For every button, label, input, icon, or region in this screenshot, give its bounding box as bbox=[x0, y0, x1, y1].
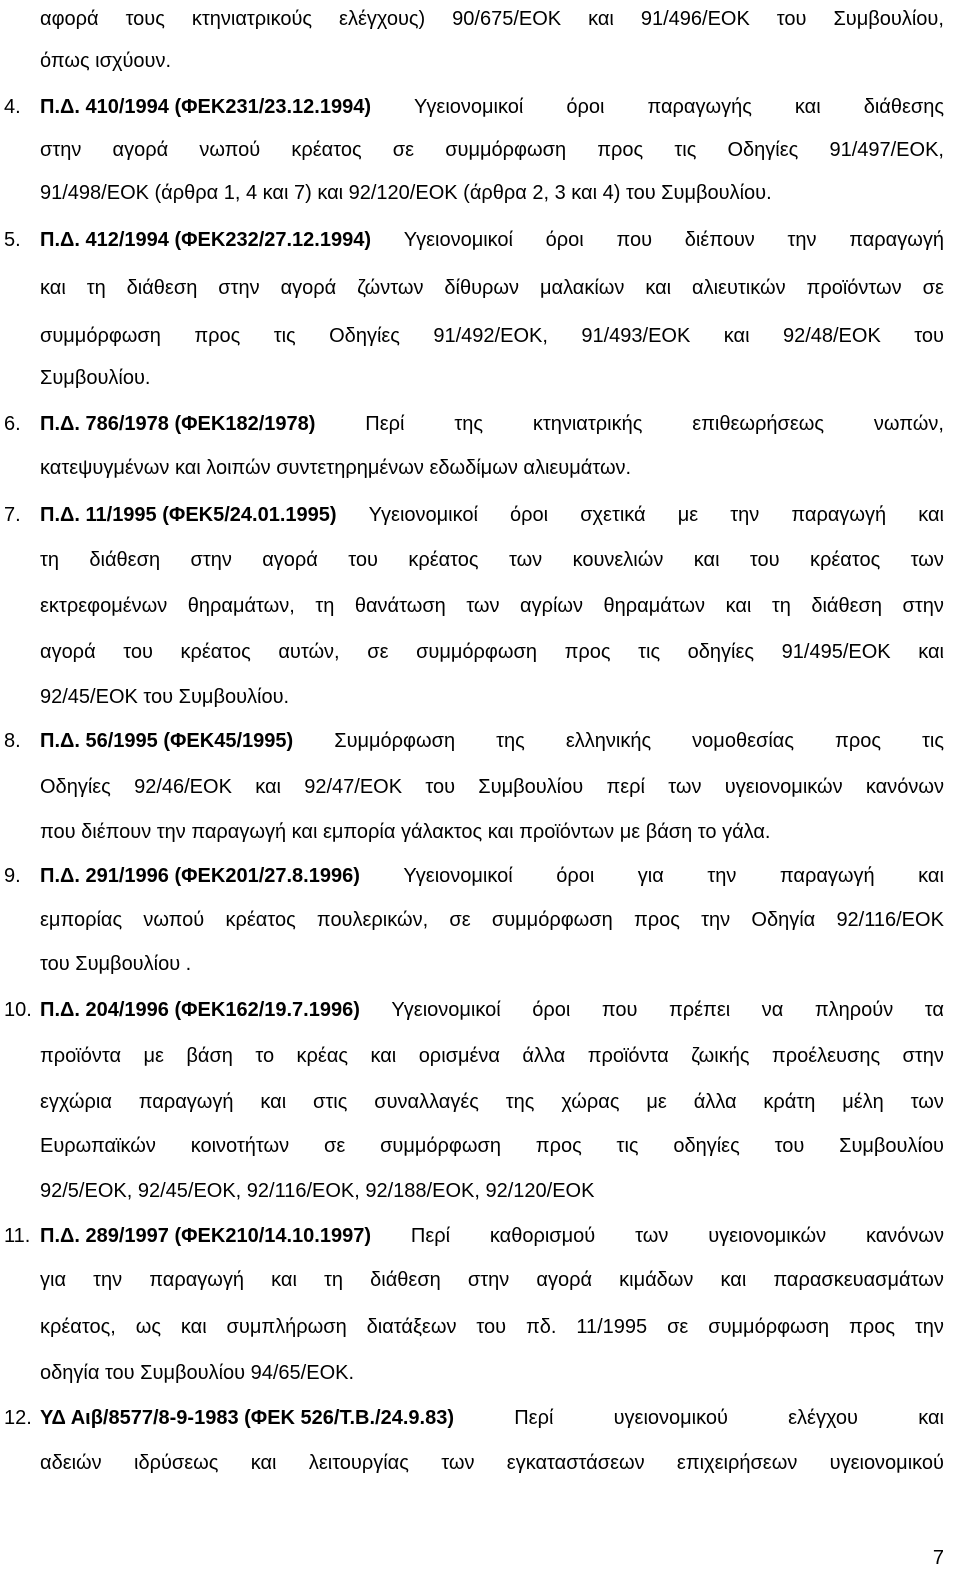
item-line: κατεψυγμένων και λοιπών συντετηρημένων εδωδίμων αλιευμάτων. bbox=[40, 457, 632, 479]
word: τη bbox=[40, 549, 60, 571]
continuation-line bbox=[40, 7, 944, 31]
word: θανάτωση bbox=[354, 595, 446, 617]
word: συναλλαγές bbox=[374, 1091, 479, 1113]
word: διάθεση bbox=[89, 549, 161, 571]
word: μέλη bbox=[842, 1091, 884, 1113]
word: πουλερικών, bbox=[316, 909, 429, 931]
word: στην bbox=[190, 549, 232, 571]
word: παραγωγή bbox=[138, 1091, 234, 1113]
word: να bbox=[761, 999, 784, 1021]
word: αγορά bbox=[280, 277, 337, 299]
word: αυτών, bbox=[278, 641, 340, 663]
word: Συμβουλίου, bbox=[833, 8, 944, 30]
word: ιδρύσεως bbox=[134, 1452, 219, 1474]
word: και bbox=[260, 1091, 287, 1113]
word: Υγειονομικοί bbox=[403, 865, 513, 887]
word: εγκαταστάσεων bbox=[506, 1452, 645, 1474]
word: διέπουν bbox=[684, 229, 755, 251]
word: 11/1995 bbox=[576, 1316, 648, 1338]
word: συμμόρφωση bbox=[380, 1135, 501, 1157]
word: και bbox=[180, 1316, 207, 1338]
item-line bbox=[40, 1044, 944, 1068]
item-number: 7. bbox=[4, 504, 21, 526]
word: Υγειονομικοί bbox=[368, 504, 478, 526]
word: νωπών, bbox=[873, 413, 944, 435]
word: των bbox=[668, 776, 702, 798]
item-first-line bbox=[40, 998, 944, 1022]
word: χώρας bbox=[561, 1091, 620, 1113]
item-first-line bbox=[40, 503, 944, 527]
item-first-line bbox=[40, 228, 944, 252]
item-number: 8. bbox=[4, 730, 21, 752]
word: και bbox=[918, 865, 944, 887]
word: ορισμένα bbox=[418, 1045, 500, 1067]
word: κοινοτήτων bbox=[190, 1135, 290, 1157]
word: άλλα bbox=[693, 1091, 737, 1113]
word: κρέατος bbox=[180, 641, 251, 663]
word: αλιευτικών bbox=[692, 277, 786, 299]
word: Υγειονομικοί bbox=[403, 229, 513, 251]
word: των bbox=[635, 1225, 669, 1247]
word: 91/495/ΕΟΚ bbox=[781, 641, 891, 663]
word: Υγειονομικοί bbox=[391, 999, 501, 1021]
item-line bbox=[40, 138, 944, 162]
word: αγορά bbox=[40, 641, 96, 663]
word: υγειονομικών bbox=[708, 1225, 827, 1247]
word: 92/46/ΕΟΚ bbox=[134, 776, 232, 798]
word: Συμμόρφωση bbox=[334, 730, 456, 752]
word: ελέγχους) bbox=[339, 8, 426, 30]
word: κρέατος, bbox=[40, 1316, 116, 1338]
item-line: 92/5/ΕΟΚ, 92/45/ΕΟΚ, 92/116/ΕΟΚ, 92/188/ΕΟΚ, 92/120/ΕΟΚ bbox=[40, 1180, 595, 1202]
word: του bbox=[425, 776, 456, 798]
word: σε bbox=[392, 139, 415, 161]
word: την bbox=[93, 1269, 123, 1291]
word: σε bbox=[367, 641, 389, 663]
word: συμμόρφωση bbox=[708, 1316, 830, 1338]
item-number: 5. bbox=[4, 229, 21, 251]
reference-code: Π.Δ. 11/1995 (ΦΕΚ5/24.01.1995) bbox=[40, 504, 337, 526]
word: των bbox=[508, 549, 543, 571]
word: μαλακίων bbox=[539, 277, 625, 299]
item-line bbox=[40, 548, 944, 572]
item-line: οδηγία του Συμβουλίου 94/65/ΕΟΚ. bbox=[40, 1362, 355, 1384]
word: βάση bbox=[186, 1045, 233, 1067]
word: και bbox=[588, 8, 614, 30]
word: που bbox=[616, 229, 653, 251]
word: λειτουργίας bbox=[308, 1452, 409, 1474]
item-line bbox=[40, 1090, 944, 1114]
word: τις bbox=[674, 139, 697, 161]
word: κτηνιατρικής bbox=[532, 413, 643, 435]
word: όροι bbox=[566, 96, 605, 118]
word: επιχειρήσεων bbox=[676, 1452, 798, 1474]
word: τη bbox=[315, 595, 335, 617]
word: διάθεση bbox=[370, 1269, 441, 1291]
word: και bbox=[693, 549, 720, 571]
word: κρέατος bbox=[291, 139, 362, 161]
word: της bbox=[454, 413, 483, 435]
word: διάθεση bbox=[811, 595, 883, 617]
word: εμπορίας bbox=[40, 909, 123, 931]
word: διάθεση bbox=[126, 277, 198, 299]
reference-code: Π.Δ. 786/1978 (ΦΕΚ182/1978) bbox=[40, 413, 316, 435]
word: εγχώρια bbox=[40, 1091, 112, 1113]
item-line bbox=[40, 594, 944, 618]
word: των bbox=[441, 1452, 475, 1474]
reference-code: Π.Δ. 412/1994 (ΦΕΚ232/27.12.1994) bbox=[40, 229, 372, 251]
word: Περί bbox=[365, 413, 405, 435]
word: συμμόρφωση bbox=[491, 909, 613, 931]
word: 91/497/ΕΟΚ, bbox=[829, 139, 944, 161]
word: παραγωγή bbox=[791, 504, 887, 526]
word: 90/675/ΕΟΚ bbox=[452, 8, 562, 30]
word: περί bbox=[606, 776, 645, 798]
word: ζωικής bbox=[691, 1045, 750, 1067]
word: κανόνων bbox=[865, 1225, 944, 1247]
reference-code: Π.Δ. 289/1997 (ΦΕΚ210/14.10.1997) bbox=[40, 1225, 372, 1247]
word: συμπλήρωση bbox=[226, 1316, 347, 1338]
item-line: 91/498/ΕΟΚ (άρθρα 1, 4 και 7) και 92/120/ΕΟΚ (άρθρα 2, 3 και 4) του Συμβουλίου. bbox=[40, 182, 772, 204]
word: 91/493/ΕΟΚ bbox=[581, 325, 691, 347]
item-first-line bbox=[40, 1224, 944, 1248]
word: διατάξεων bbox=[366, 1316, 457, 1338]
item-first-line bbox=[40, 729, 944, 753]
item-line bbox=[40, 1451, 944, 1475]
word: ως bbox=[135, 1316, 161, 1338]
word: και bbox=[725, 595, 752, 617]
word: στις bbox=[313, 1091, 348, 1113]
word: ελληνικής bbox=[565, 730, 652, 752]
reference-code: ΥΔ Αιβ/8577/8-9-1983 (ΦΕΚ 526/Τ.Β./24.9.83) bbox=[40, 1407, 455, 1429]
word: στην bbox=[902, 595, 944, 617]
word: Ευρωπαϊκών bbox=[40, 1135, 156, 1157]
word: το bbox=[255, 1045, 275, 1067]
word: Οδηγία bbox=[751, 909, 816, 931]
word: τα bbox=[924, 999, 944, 1021]
word: κουνελιών bbox=[572, 549, 664, 571]
word: συμμόρφωση bbox=[40, 325, 161, 347]
item-number: 9. bbox=[4, 865, 21, 887]
word: ζώντων bbox=[357, 277, 424, 299]
word: και bbox=[645, 277, 672, 299]
item-line bbox=[40, 1134, 944, 1158]
word: κτηνιατρικούς bbox=[191, 8, 313, 30]
word: υγειονομικού bbox=[829, 1452, 944, 1474]
item-line bbox=[40, 1315, 944, 1339]
word: προέλευσης bbox=[771, 1045, 881, 1067]
item-first-line bbox=[40, 864, 944, 888]
word: του bbox=[123, 641, 153, 663]
item-line: 92/45/ΕΟΚ του Συμβουλίου. bbox=[40, 686, 290, 708]
reference-code: Π.Δ. 291/1996 (ΦΕΚ201/27.8.1996) bbox=[40, 865, 360, 887]
word: τη bbox=[324, 1269, 344, 1291]
word: σε bbox=[922, 277, 944, 299]
word: των bbox=[466, 595, 500, 617]
word: Περί bbox=[514, 1407, 554, 1429]
word: στην bbox=[467, 1269, 510, 1291]
word: του bbox=[476, 1316, 507, 1338]
word: των bbox=[910, 549, 944, 571]
word: αγορά bbox=[262, 549, 318, 571]
word: τις bbox=[616, 1135, 639, 1157]
item-line bbox=[40, 324, 944, 348]
word: προς bbox=[597, 139, 644, 161]
word: πρέπει bbox=[668, 999, 731, 1021]
item-number: 4. bbox=[4, 96, 21, 118]
word: κρέας bbox=[296, 1045, 349, 1067]
word: κρέατος bbox=[408, 549, 479, 571]
word: Οδηγίες bbox=[40, 776, 111, 798]
word: την bbox=[730, 504, 760, 526]
word: κιμάδων bbox=[619, 1269, 694, 1291]
reference-code: Π.Δ. 56/1995 (ΦΕΚ45/1995) bbox=[40, 730, 294, 752]
word: του bbox=[774, 1135, 805, 1157]
word: προϊόντα bbox=[587, 1045, 669, 1067]
word: τη bbox=[771, 595, 791, 617]
word: κανόνων bbox=[865, 776, 944, 798]
word: και bbox=[720, 1269, 747, 1291]
item-line bbox=[40, 1268, 944, 1292]
word: την bbox=[914, 1316, 944, 1338]
word: όροι bbox=[545, 229, 584, 251]
word: της bbox=[496, 730, 525, 752]
item-line bbox=[40, 276, 944, 300]
item-number: 10. bbox=[4, 999, 32, 1021]
word: άλλα bbox=[522, 1045, 566, 1067]
word: σε bbox=[667, 1316, 689, 1338]
word: της bbox=[505, 1091, 535, 1113]
word: 91/492/ΕΟΚ, bbox=[433, 325, 548, 347]
item-line: που διέπουν την παραγωγή και εμπορία γάλακτος και προϊόντων με βάση το γάλα. bbox=[40, 821, 771, 843]
page-number: 7 bbox=[932, 1547, 944, 1569]
word: κρέατος bbox=[225, 909, 296, 931]
word: που bbox=[601, 999, 638, 1021]
item-line bbox=[40, 775, 944, 799]
word: και bbox=[255, 776, 281, 798]
word: παραγωγή bbox=[779, 865, 875, 887]
word: του bbox=[776, 8, 807, 30]
word: πδ. bbox=[525, 1316, 557, 1338]
word: Υγειονομικοί bbox=[414, 96, 524, 118]
word: συμμόρφωση bbox=[445, 139, 567, 161]
word: οδηγίες bbox=[673, 1135, 740, 1157]
word: αγορά bbox=[536, 1269, 593, 1291]
word: 91/496/ΕΟΚ bbox=[640, 8, 750, 30]
word: ελέγχου bbox=[788, 1407, 858, 1429]
word: αφορά bbox=[40, 8, 99, 30]
word: 92/47/ΕΟΚ bbox=[304, 776, 403, 798]
word: σχετικά bbox=[580, 504, 646, 526]
item-line: Συμβουλίου. bbox=[40, 367, 151, 389]
word: αγορά bbox=[112, 139, 169, 161]
word: διάθεσης bbox=[863, 96, 944, 118]
word: πληρούν bbox=[814, 999, 894, 1021]
word: σε bbox=[323, 1135, 346, 1157]
word: παραγωγή bbox=[149, 1269, 245, 1291]
word: 92/116/ΕΟΚ bbox=[836, 909, 944, 931]
word: την bbox=[787, 229, 817, 251]
word: και bbox=[40, 277, 66, 299]
word: νωπού bbox=[143, 909, 205, 931]
word: παραγωγή bbox=[849, 229, 944, 251]
word: τη bbox=[86, 277, 106, 299]
word: καθορισμού bbox=[489, 1225, 596, 1247]
word: Περί bbox=[410, 1225, 451, 1247]
word: του bbox=[348, 549, 378, 571]
word: τις bbox=[273, 325, 296, 347]
word: υγειονομικών bbox=[724, 776, 843, 798]
word: Συμβουλίου bbox=[839, 1135, 944, 1157]
word: αγρίων bbox=[520, 595, 584, 617]
continuation-line: όπως ισχύουν. bbox=[40, 50, 172, 72]
word: και bbox=[271, 1269, 297, 1291]
word: προς bbox=[535, 1135, 582, 1157]
item-number: 6. bbox=[4, 413, 21, 435]
item-first-line bbox=[40, 1406, 944, 1430]
word: για bbox=[637, 865, 664, 887]
reference-code: Π.Δ. 410/1994 (ΦΕΚ231/23.12.1994) bbox=[40, 96, 372, 118]
word: Οδηγίες bbox=[329, 325, 400, 347]
word: παρασκευασμάτων bbox=[773, 1269, 944, 1291]
word: 92/48/ΕΟΚ bbox=[782, 325, 881, 347]
word: προς bbox=[194, 325, 241, 347]
word: όροι bbox=[510, 504, 549, 526]
word: όροι bbox=[556, 865, 595, 887]
word: για bbox=[40, 1269, 67, 1291]
word: και bbox=[918, 641, 944, 663]
item-line bbox=[40, 908, 944, 932]
word: οδηγίες bbox=[687, 641, 755, 663]
word: προς bbox=[564, 641, 611, 663]
word: και bbox=[918, 504, 944, 526]
word: αδειών bbox=[40, 1452, 102, 1474]
word: τις bbox=[638, 641, 661, 663]
word: προϊόντα bbox=[40, 1045, 122, 1067]
word: δίθυρων bbox=[444, 277, 520, 299]
word: κράτη bbox=[763, 1091, 816, 1113]
word: και bbox=[250, 1452, 277, 1474]
word: προς bbox=[849, 1316, 895, 1338]
word: στην bbox=[40, 139, 82, 161]
item-line: του Συμβουλίου . bbox=[40, 953, 192, 975]
word: προς bbox=[835, 730, 881, 752]
word: με bbox=[646, 1091, 667, 1113]
item-line bbox=[40, 640, 944, 664]
item-number: 11. bbox=[4, 1225, 31, 1247]
word: υγειονομικού bbox=[613, 1407, 728, 1429]
word: νομοθεσίας bbox=[692, 730, 794, 752]
word: επιθεωρήσεως bbox=[692, 413, 825, 435]
word: Οδηγίες bbox=[727, 139, 799, 161]
word: προϊόντων bbox=[806, 277, 902, 299]
word: όροι bbox=[532, 999, 571, 1021]
word: προς bbox=[633, 909, 680, 931]
word: τους bbox=[125, 8, 165, 30]
word: και bbox=[723, 325, 750, 347]
reference-code: Π.Δ. 204/1996 (ΦΕΚ162/19.7.1996) bbox=[40, 999, 360, 1021]
word: και bbox=[794, 96, 821, 118]
word: νωπού bbox=[199, 139, 261, 161]
item-number: 12. bbox=[4, 1407, 32, 1429]
word: με bbox=[677, 504, 699, 526]
word: συμμόρφωση bbox=[416, 641, 537, 663]
item-first-line bbox=[40, 412, 944, 436]
item-first-line bbox=[40, 95, 944, 119]
word: την bbox=[701, 909, 731, 931]
word: θηραμάτων, bbox=[187, 595, 295, 617]
word: την bbox=[707, 865, 737, 887]
word: στην bbox=[218, 277, 260, 299]
word: εκτρεφομένων bbox=[40, 595, 168, 617]
word: με bbox=[143, 1045, 164, 1067]
word: Συμβουλίου bbox=[478, 776, 584, 798]
word: θηραμάτων bbox=[603, 595, 706, 617]
word: κρέατος bbox=[810, 549, 881, 571]
word: στην bbox=[902, 1045, 944, 1067]
word: των bbox=[910, 1091, 944, 1113]
word: παραγωγής bbox=[647, 96, 752, 118]
word: τις bbox=[922, 730, 944, 752]
word: σε bbox=[449, 909, 471, 931]
word: του bbox=[914, 325, 944, 347]
word: και bbox=[918, 1407, 944, 1429]
word: και bbox=[370, 1045, 397, 1067]
word: του bbox=[749, 549, 780, 571]
